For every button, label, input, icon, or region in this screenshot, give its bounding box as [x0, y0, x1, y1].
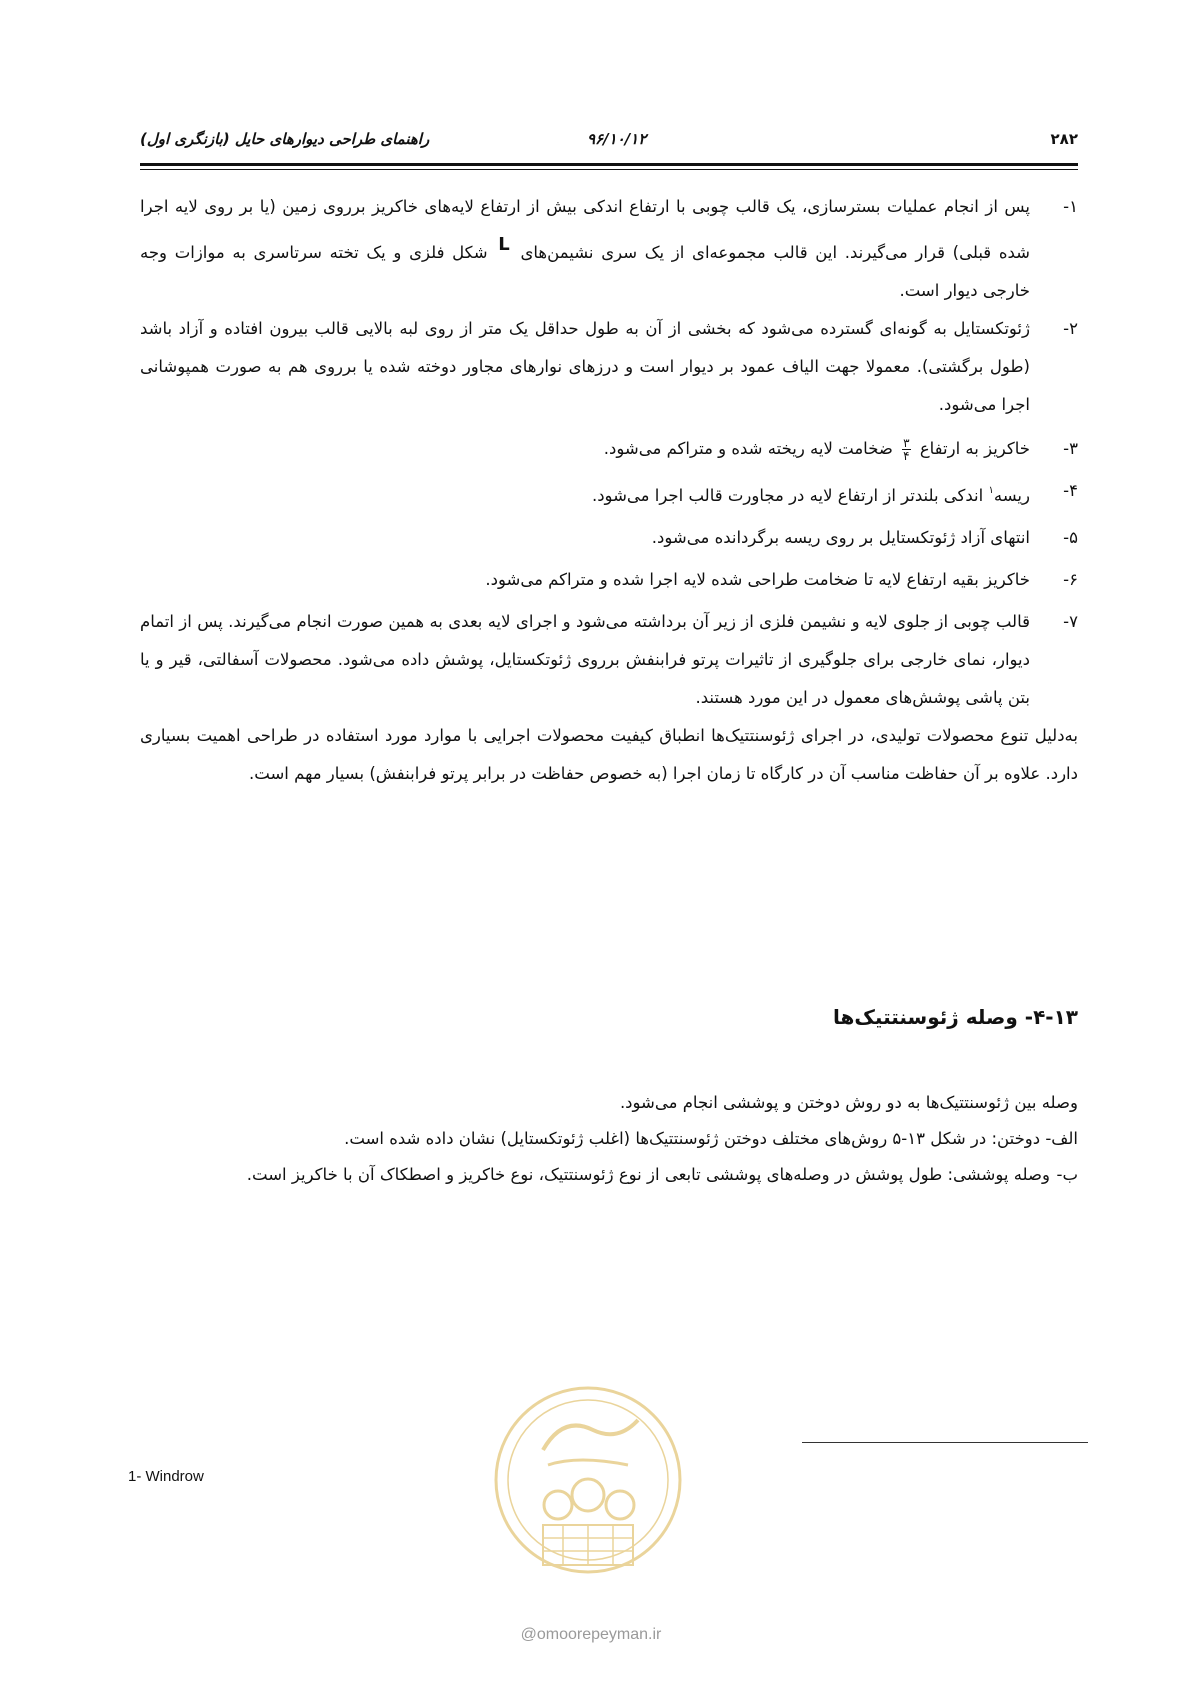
- page-number: ۲۸۲: [1050, 130, 1078, 148]
- list-item: [140, 310, 1078, 424]
- list-number: ۴-: [1063, 481, 1078, 500]
- list-text: ژئوتکستایل به گونه‌ای گسترده می‌شود که بخشی از آن به طول حداقل یک متر از روی لبه بالایی قالب بیرون افتاده و آزاد باشد (طول برگشتی). معمولا جهت الیاف عمود بر دیوار است و درزهای نوارهای مجاور دوخته شده یا برروی هم به صورت همپوشانی اجرا می‌شود.: [140, 319, 1030, 414]
- list-text: وصله پوششی: طول پوشش در وصله‌های پوششی تابعی از نوع ژئوسنتتیک، نوع خاکریز و اصطکاک آن با خاکریز است.: [246, 1165, 1050, 1184]
- list-text: شکل فلزی و یک تخته سرتاسری به موازات وجه خارجی دیوار است.: [140, 243, 1030, 300]
- header-title: راهنمای طراحی دیوارهای حایل (بازنگری اول): [140, 130, 430, 148]
- list-number: ۷-: [1063, 612, 1078, 631]
- list-item: [140, 603, 1078, 717]
- document-body: [140, 188, 1078, 793]
- list-number: ۱-: [1063, 197, 1078, 216]
- section-body: [140, 1085, 1078, 1193]
- list-number: ب-: [1056, 1165, 1078, 1184]
- list-text: پس از انجام عملیات بسترسازی، یک قالب چوبی با ارتفاع اندکی بیش از ارتفاع لایه‌های خاکریز برروی زمین (یا بر روی لایه اجرا شده قبلی) قرار می‌گیرند. این قالب مجموعه‌ای از یک سری نشیمن‌های: [140, 197, 1031, 262]
- body-paragraph: به‌دلیل تنوع محصولات تولیدی، در اجرای ژئوسنتتیک‌ها انطباق کیفیت محصولات اجرایی با موارد مورد استفاده در طراحی اهمیت بسیاری دارد. علاوه بر آن حفاظت مناسب آن در کارگاه تا زمان اجرا (به خصوص حفاظت در برابر پرتو فرابنفش) بسیار مهم است.: [140, 726, 1078, 783]
- list-item: [140, 430, 1078, 468]
- list-number: ۲-: [1063, 319, 1078, 338]
- header-rule-thin: [140, 169, 1078, 170]
- l-shape-symbol: L: [498, 234, 510, 255]
- list-text: ضخامت لایه ریخته شده و متراکم می‌شود.: [603, 439, 893, 458]
- watermark-url: @omoorepeyman.ir: [520, 1626, 662, 1643]
- section-intro: وصله بین ژئوسنتتیک‌ها به دو روش دوختن و پوششی انجام می‌شود.: [619, 1093, 1078, 1112]
- section-item-b: [140, 1157, 1078, 1193]
- fraction-denominator: ۴: [903, 449, 910, 463]
- list-number: ۵-: [1063, 528, 1078, 547]
- header-date: ۹۶/۱۰/۱۲: [587, 130, 647, 148]
- list-text: قالب چوبی از جلوی لایه و نشیمن فلزی از زیر آن برداشته می‌شود و اجرای لایه بعدی به همین صورت انجام می‌گیرند. پس از اتمام دیوار، نمای خارجی برای جلوگیری از تاثیرات پرتو فرابنفش برروی ژئوتکستایل، پوشش داده می‌شود. محصولات آسفالتی، قیر و یا بتن پاشی پوشش‌های معمول در این مورد هستند.: [140, 612, 1030, 707]
- list-text: ریسه: [993, 486, 1030, 505]
- list-text: انتهای آزاد ژئوتکستایل بر روی ریسه برگردانده می‌شود.: [651, 528, 1030, 547]
- list-item: [140, 472, 1078, 515]
- page-header: [140, 130, 1078, 152]
- list-text: خاکریز بقیه ارتفاع لایه تا ضخامت طراحی شده لایه اجرا شده و متراکم می‌شود.: [485, 570, 1030, 589]
- watermark-logo-icon: [488, 1380, 688, 1605]
- fraction: [902, 437, 910, 462]
- fraction-numerator: ۳: [903, 436, 910, 450]
- section-item-a: الف- دوختن: در شکل ۱۳-۵ روش‌های مختلف دوختن ژئوسنتتیک‌ها (اغلب ژئوتکستایل) نشان داده شده است.: [344, 1129, 1078, 1148]
- footnote-rule: [802, 1442, 1088, 1443]
- footnote: 1- Windrow: [128, 1468, 204, 1485]
- list-number: ۳-: [1063, 439, 1078, 458]
- header-rule-thick: [140, 163, 1078, 166]
- list-item: [140, 188, 1078, 310]
- list-item: [140, 519, 1078, 557]
- footnote-ref: ۱: [988, 485, 994, 496]
- list-number: ۶-: [1063, 570, 1078, 589]
- list-item: [140, 561, 1078, 599]
- list-text: اندکی بلندتر از ارتفاع لایه در مجاورت قالب اجرا می‌شود.: [591, 486, 984, 505]
- list-text: خاکریز به ارتفاع: [919, 439, 1030, 458]
- section-heading: ۴-۱۳- وصله ژئوسنتتیک‌ها: [833, 1005, 1078, 1029]
